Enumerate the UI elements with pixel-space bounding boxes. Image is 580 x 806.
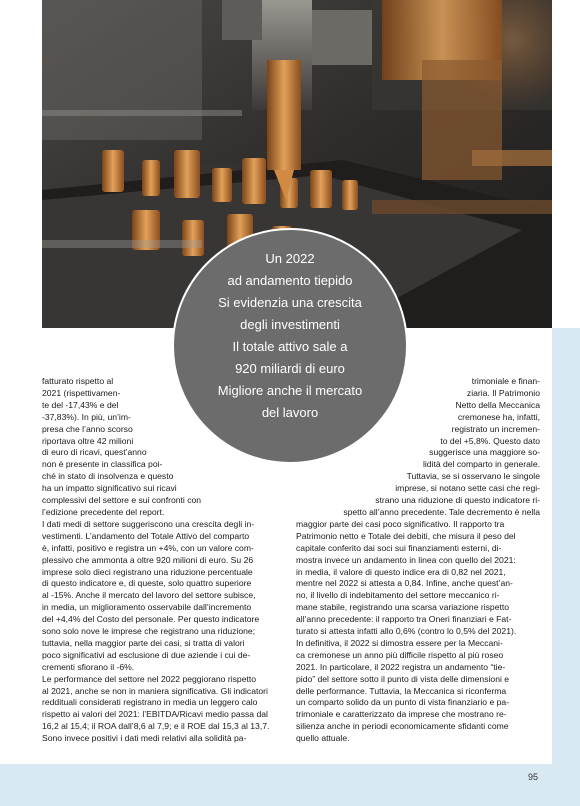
left-line: Sono invece positivi i dati medi relativi alla solidità pa- — [42, 733, 247, 744]
left-wrapped-line: -37,83%). In più, un’im- — [42, 411, 131, 422]
right-wrapped-line: Netto della Meccanica — [455, 399, 540, 410]
callout-line: del lavoro — [261, 405, 319, 420]
right-wrapped-line: registrato un incremen- — [451, 423, 540, 434]
left-wrapped-line: complessivi del settore e sui confronti con — [42, 495, 202, 506]
left-line: è, infatti, positivo e registra un +4%, con un valore com- — [42, 542, 254, 553]
callout-text — [174, 248, 406, 424]
callout-line: 920 miliardi di euro — [235, 361, 345, 376]
left-line: Le performance del settore nel 2022 peggiorano rispetto — [42, 673, 257, 684]
right-line: trimoniale e caratterizzato da imprese che mostrano re- — [296, 709, 507, 720]
side-color-band — [552, 328, 580, 806]
right-line: capitale conferito dai soci sui finanziamenti esterni, di- — [296, 542, 502, 553]
right-wrapped-line: suggerisce una maggiore so- — [429, 447, 540, 458]
right-wrapped-line: strano una riduzione di questo indicatore ri- — [375, 495, 540, 506]
callout-line: Il totale attivo sale a — [232, 339, 348, 354]
right-line: pido” del settore sotto il punto di vista delle dimensioni e — [296, 673, 510, 684]
left-line: imprese solo dieci registrano una riduzione percentuale — [42, 566, 253, 577]
left-wrapped-line: di euro di ricavi, quest’anno — [42, 447, 147, 458]
left-line: vestimenti. L’andamento del Totale Attivo del comparto — [42, 530, 250, 541]
left-wrapped-line: ha un impatto significativo sui ricavi — [42, 483, 177, 494]
right-wrapped-line: cremonese ha, infatti, — [457, 411, 540, 422]
left-line: in media, un miglioramento osservabile dall’incremento — [42, 602, 252, 613]
callout-line: Migliore anche il mercato — [217, 383, 363, 398]
left-line: tuttavia, nella maggior parte dei casi, si tratta di valori — [42, 637, 245, 648]
left-line: 16,2 al 15,4; il ROA dall’8,6 al 7,9; e il ROE dal 15,3 al 13,7. — [42, 721, 270, 732]
left-line: reddituali considerati registrano in media un leggero calo — [42, 697, 258, 708]
callout-line: Un 2022 — [265, 251, 315, 266]
left-line: crementi sfiorano il -6%. — [42, 661, 135, 672]
right-line: delle performance. Tuttavia, la Meccanica si riconferma — [296, 685, 507, 696]
right-line: silienza anche in periodi economicamente sfidanti come — [296, 721, 509, 732]
right-wrapped-line: ziaria. Il Patrimonio — [466, 387, 540, 398]
left-wrapped-line: te del -17,43% e del — [42, 399, 119, 410]
right-wrapped-line: trimoniale e finan- — [471, 376, 540, 386]
left-line: plessivo che ammonta a oltre 920 milioni di euro. Su 26 — [42, 554, 254, 565]
left-line: di questo indicatore e, di queste, solo quattro superiore — [42, 578, 252, 589]
left-line: sono solo nove le imprese che registrano una riduzione; — [42, 626, 256, 637]
left-line: rispetto ai valori del 2021: l’EBITDA/Ricavi medio passa dal — [42, 709, 268, 720]
right-line: ca cremonese un anno più difficile rispetto al più roseo — [296, 649, 504, 660]
page-number: 95 — [527, 772, 538, 782]
right-wrapped-line: spetto all’anno precedente. Tale decremento è nella — [343, 506, 540, 517]
right-wrapped-line: Tuttavia, se si osservano le singole — [406, 471, 540, 482]
callout-line: Si evidenzia una crescita — [218, 295, 362, 310]
right-line: all’anno precedente: il rapporto tra Oneri finanziari e Fat- — [296, 614, 512, 625]
left-line: al 2021, anche se non in maniera significativa. Gli indicatori — [42, 685, 268, 696]
right-wrapped-line: lidità del comparto in generale. — [422, 459, 540, 470]
right-line: In definitiva, il 2022 si dimostra essere per la Meccani- — [296, 637, 503, 648]
left-wrapped-line: non è presente in classifica poi- — [42, 459, 163, 470]
left-wrapped-line: ché in stato di insolvenza e questo — [42, 471, 174, 482]
left-line: al -15%. Anche il mercato del lavoro del settore subisce, — [42, 590, 256, 601]
callout-line: ad andamento tiepido — [227, 273, 353, 288]
bottom-color-band — [0, 764, 580, 806]
right-line: mostra invece un andamento in linea con quello del 2021: — [296, 554, 516, 565]
right-line: mane stabile, registrando una scarsa variazione rispetto — [296, 602, 510, 613]
left-wrapped-line: fatturato rispetto al — [42, 376, 114, 386]
left-wrapped-line: presa che l’anno scorso — [42, 423, 133, 434]
right-line: no, il livello di indebitamento del settore meccanico ri- — [296, 590, 500, 601]
right-line: un comparto solido da un punto di vista finanziario e pa- — [296, 697, 510, 708]
left-wrapped-line: l’edizione precedente del report. — [42, 506, 165, 517]
right-line: quello attuale. — [296, 733, 350, 744]
callout-line: degli investimenti — [240, 317, 340, 332]
callout-circle — [172, 228, 408, 464]
right-line: turato si attesta infatti allo 0,6% (contro lo 0,5% del 2021). — [296, 626, 517, 637]
right-line: 2021. In particolare, il 2022 registra un andamento “tie- — [296, 661, 506, 672]
right-line: Patrimonio netto e Totale dei debiti, che misura il peso del — [296, 530, 516, 541]
left-line: del +4,4% del Costo del personale. Per questo indicatore — [42, 614, 260, 625]
right-wrapped-line: to del +5,8%. Questo dato — [440, 435, 540, 446]
left-line: I dati medi di settore suggeriscono una crescita degli in- — [42, 518, 255, 529]
right-wrapped-line: imprese, si notano sette casi che regi- — [395, 483, 540, 494]
right-line: maggior parte dei casi poco significativo. Il rapporto tra — [296, 518, 505, 529]
right-line: mentre nel 2022 si attesta a 0,84. Infine, anche quest’an- — [296, 578, 513, 589]
left-wrapped-line: 2021 (rispettivamen- — [42, 387, 121, 398]
left-wrapped-line: riportava oltre 42 milioni — [42, 435, 134, 446]
left-line: poco significativi ad esclusione di due aziende i cui de- — [42, 649, 251, 660]
right-line: in media, il valore di questo indice era di 0,82 nel 2021, — [296, 566, 506, 577]
